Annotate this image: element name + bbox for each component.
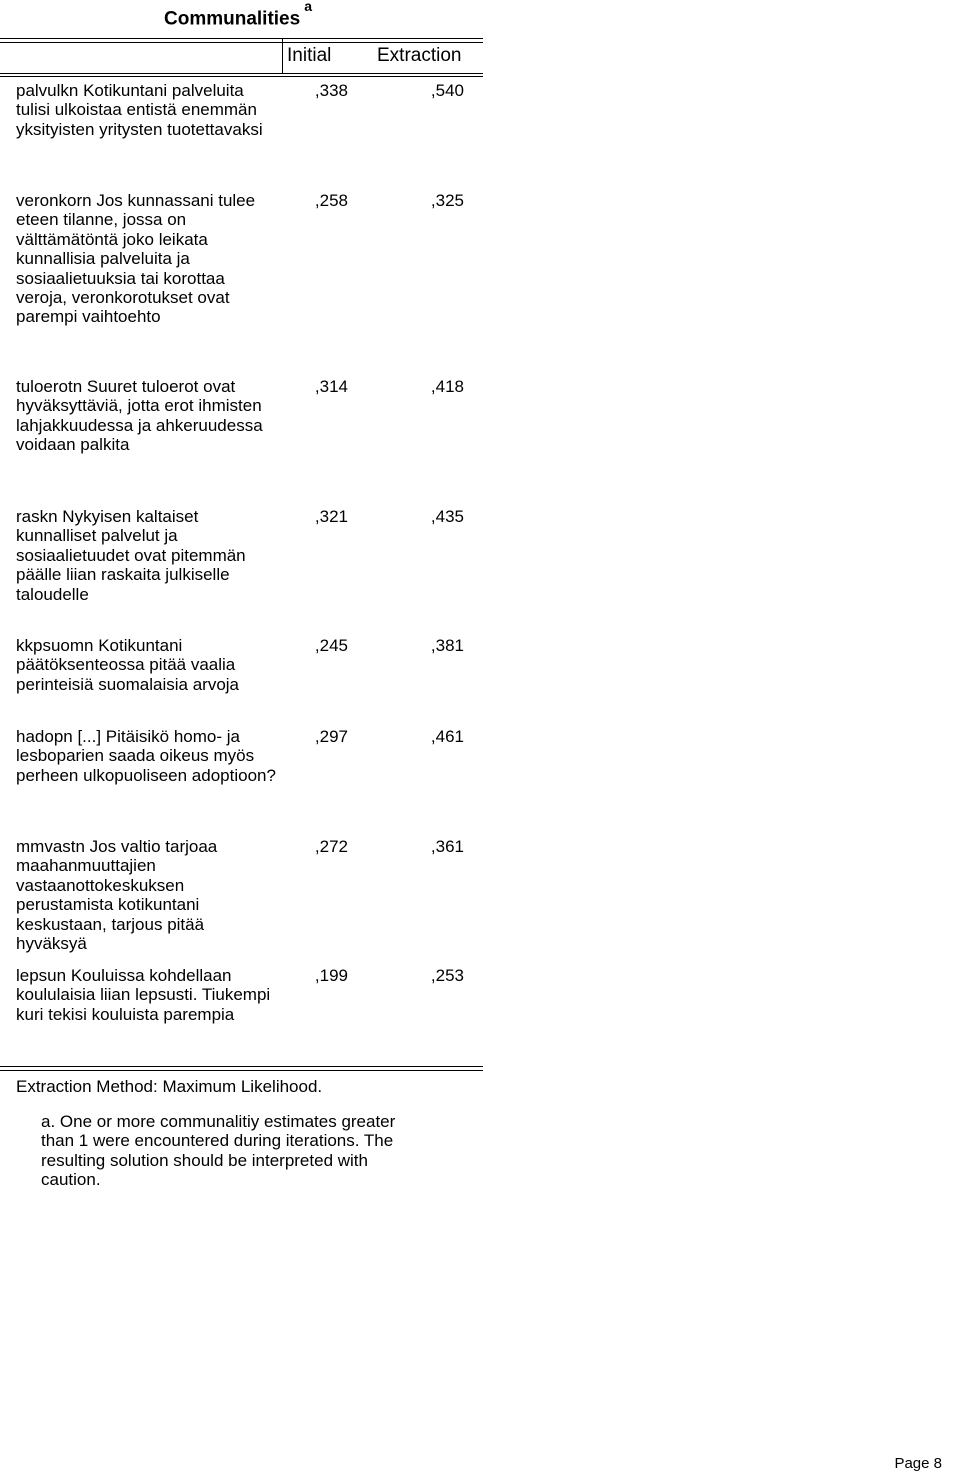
row-label: raskn Nykyisen kaltaiset kunnalliset palvelut ja sosiaalietuudet ovat pitemmän päälle liian raskaita julkiselle taloudelle <box>16 507 246 604</box>
initial-value: ,314 <box>314 377 348 396</box>
extraction-value: ,461 <box>430 727 464 746</box>
extraction-value: ,325 <box>430 191 464 210</box>
table-bottom-rule-2 <box>0 1070 483 1071</box>
row-label: tuloerotn Suuret tuloerot ovat hyväksyttäviä, jotta erot ihmisten lahjakkuudessa ja ahkeruudessa voidaan palkita <box>16 377 263 455</box>
extraction-value: ,540 <box>430 81 464 100</box>
extraction-value: ,381 <box>430 636 464 655</box>
row-label: lepsun Kouluissa kohdellaan koululaisia liian lepsusti. Tiukempi kuri tekisi kouluista parempia <box>16 966 271 1024</box>
row-label: veronkorn Jos kunnassani tulee eteen tilanne, jossa on välttämätöntä joko leikata kunnallisia palveluita ja sosiaalietuuksia tai korottaa veroja, veronkorotukset ovat parempi vaihtoehto <box>16 191 256 327</box>
initial-value: ,321 <box>314 507 348 526</box>
extraction-method-note: Extraction Method: Maximum Likelihood. <box>16 1077 323 1096</box>
column-divider <box>282 38 283 73</box>
row-label: mmvastn Jos valtio tarjoaa maahanmuuttajien vastaanottokeskuksen perustamista kotikuntani keskustaan, tarjous pitää hyväksyä <box>16 837 218 954</box>
row-label: kkpsuomn Kotikuntani päätöksenteossa pitää vaalia perinteisiä suomalaisia arvoja <box>16 636 240 694</box>
initial-value: ,258 <box>314 191 348 210</box>
initial-value: ,245 <box>314 636 348 655</box>
table-bottom-rule <box>0 1066 483 1067</box>
header-bottom-rule <box>0 73 483 74</box>
communalities-title <box>164 0 312 30</box>
column-header-initial: Initial <box>287 45 332 66</box>
table-top-rule-2 <box>0 42 483 43</box>
column-header-extraction: Extraction <box>377 45 462 66</box>
extraction-value: ,435 <box>430 507 464 526</box>
extraction-value: ,361 <box>430 837 464 856</box>
initial-value: ,199 <box>314 966 348 985</box>
initial-value: ,297 <box>314 727 348 746</box>
title-text: Communalities <box>164 8 301 30</box>
extraction-value: ,253 <box>430 966 464 985</box>
page-number: Page 8 <box>894 1455 942 1472</box>
initial-value: ,338 <box>314 81 348 100</box>
row-label: palvulkn Kotikuntani palveluita tulisi ulkoistaa entistä enemmän yksityisten yritysten tuotettavaksi <box>16 81 263 139</box>
row-label: hadopn [...] Pitäisikö homo- ja lesboparien saada oikeus myös perheen ulkopuoliseen adoptioon? <box>16 727 276 785</box>
table-top-rule <box>0 38 483 39</box>
extraction-value: ,418 <box>430 377 464 396</box>
header-bottom-rule-2 <box>0 76 483 77</box>
initial-value: ,272 <box>314 837 348 856</box>
title-superscript: a <box>304 0 312 14</box>
footnote: a. One or more communalitiy estimates greater than 1 were encountered during iterations. The resulting solution should be interpreted with caution. <box>41 1112 396 1190</box>
